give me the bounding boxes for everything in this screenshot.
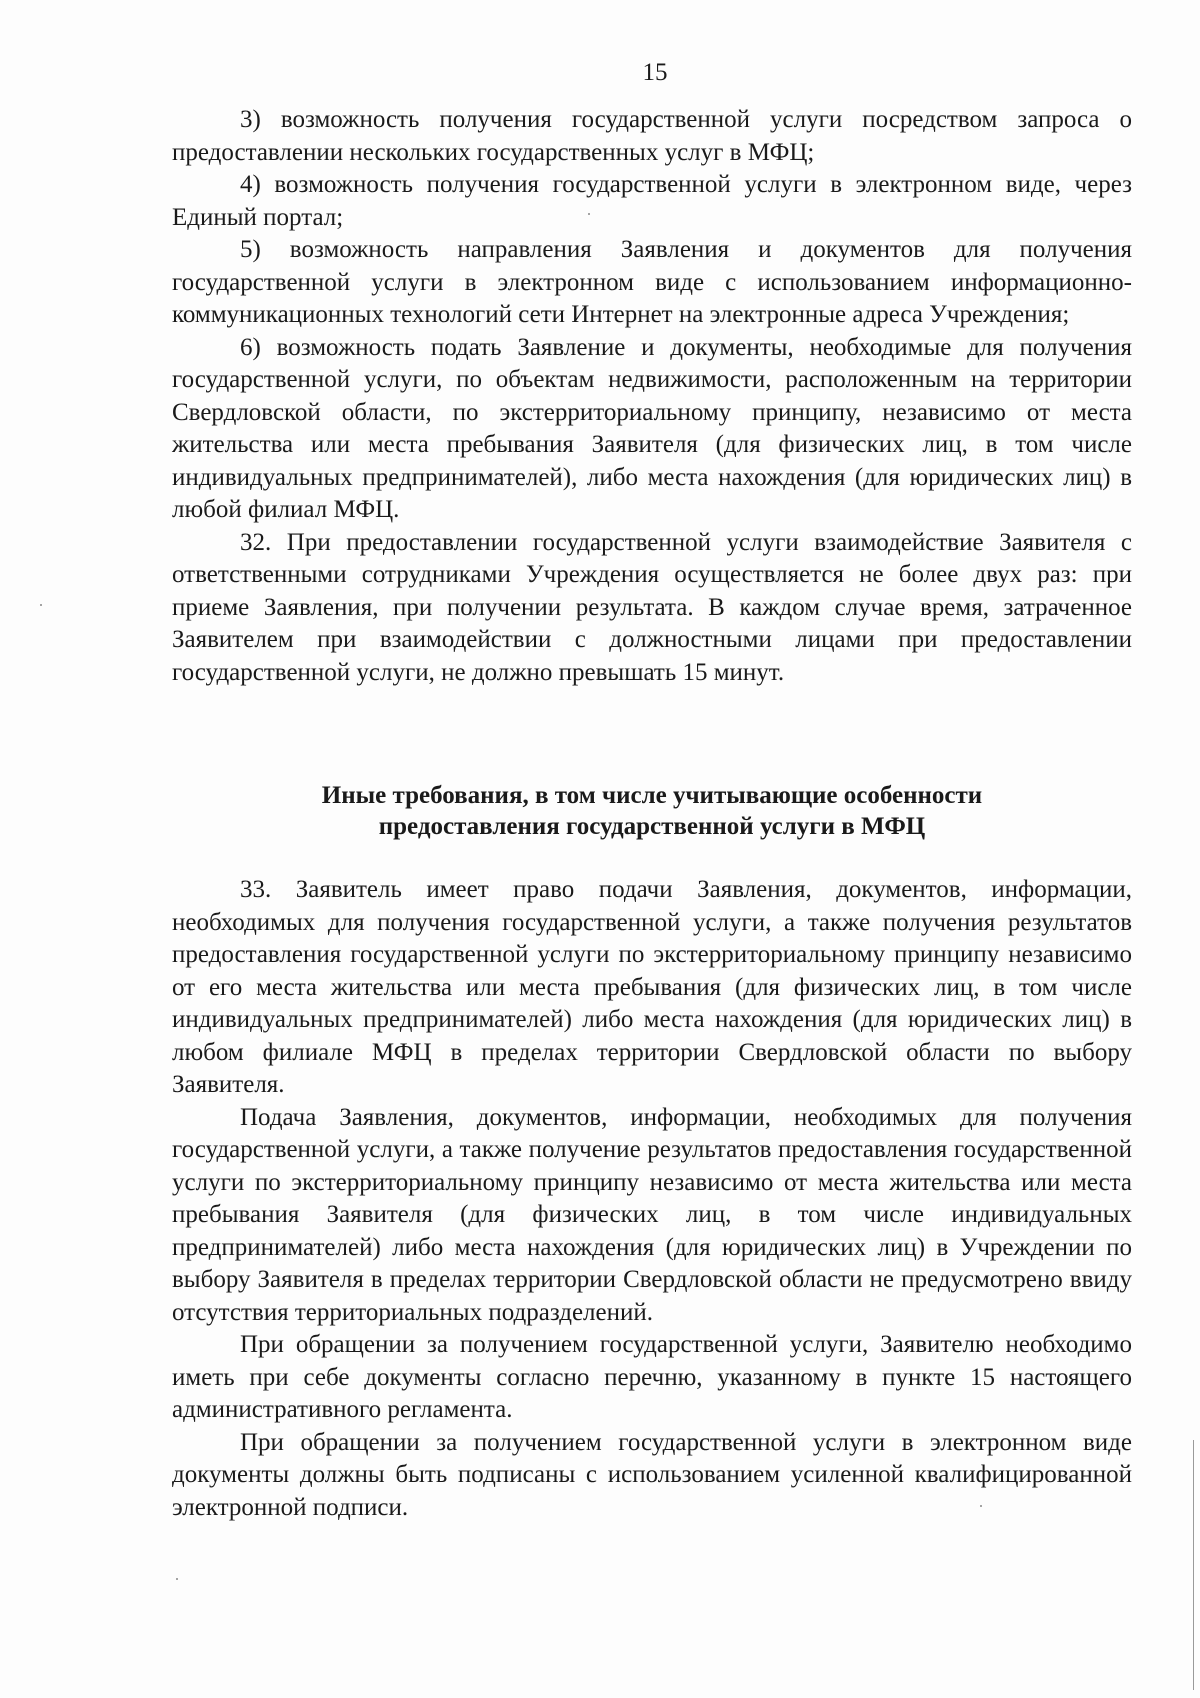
scan-speck [588, 213, 590, 215]
paragraph-submission: Подача Заявления, документов, информации, необходимых для получения государственной услуги, а также получение результатов предоставления государственной услуги по экстерриториальному принципу независимо от места жительства или места пребывания Заявителя (для физических лиц, в том числе индивидуальных предпринимателей) либо места нахождения (для юридических лиц) в Учреждении по выбору Заявителя в пределах территории Свердловской области не предусмотрено ввиду отсутствия территориальных подразделений. [172, 1103, 1132, 1326]
paragraph-32: 32. При предоставлении государственной услуги взаимодействие Заявителя с ответственными сотрудниками Учреждения осуществляется не более двух раз: при приеме Заявления, при получении результата. В каждом случае время, затраченное Заявителем при взаимодействии с должностными лицами при предоставлении государственной услуги, не должно превышать 15 минут. [172, 528, 1132, 686]
scan-speck [980, 1505, 982, 1507]
scan-speck [40, 604, 42, 606]
scan-edge-line [1193, 1440, 1194, 1690]
paragraph-required-documents: При обращении за получением государственной услуги, Заявителю необходимо иметь при себе документы согласно перечню, указанному в пункте 15 настоящего административного регламента. [172, 1331, 1132, 1423]
paragraph-item-6: 6) возможность подать Заявление и документы, необходимые для получения государственной услуги, по объектам недвижимости, расположенным на территории Свердловской области, по экстерриториальному принципу, независимо от места жительства или места пребывания Заявителя (для физических лиц, в том числе индивидуальных предпринимателей), либо места нахождения (для юридических лиц) в любой филиал МФЦ. [172, 333, 1132, 523]
paragraph-item-3: 3) возможность получения государственной услуги посредством запроса о предоставлении нескольких государственных услуг в МФЦ; [172, 106, 1132, 166]
section-service-options [172, 104, 1132, 689]
section-heading-line-1: Иные требования, в том числе учитывающие особенности [321, 782, 983, 809]
paragraph-item-4: 4) возможность получения государственной услуги в электронном виде, через Единый портал; [172, 171, 1132, 231]
scan-speck [176, 1578, 178, 1580]
section-other-requirements [172, 874, 1132, 1524]
section-heading-line-2: предоставления государственной услуги в МФЦ [378, 813, 926, 840]
paragraph-item-5: 5) возможность направления Заявления и документов для получения государственной услуги в электронном виде с использованием информационно-коммуникационных технологий сети Интернет на электронные адреса Учреждения; [172, 236, 1132, 328]
section-heading [172, 780, 1132, 842]
paragraph-33: 33. Заявитель имеет право подачи Заявления, документов, информации, необходимых для получения государственной услуги, а также получения результатов предоставления государственной услуги по экстерриториальному принципу независимо от его места жительства или места пребывания (для физических лиц, в том числе индивидуальных предпринимателей) либо места нахождения (для юридических лиц) в любом филиале МФЦ в пределах территории Свердловской области по выбору Заявителя. [172, 876, 1132, 1098]
paragraph-electronic-signature: При обращении за получением государственной услуги в электронном виде документы должны быть подписаны с использованием усиленной квалифицированной электронной подписи. [172, 1428, 1132, 1521]
page-number: 15 [642, 59, 668, 86]
